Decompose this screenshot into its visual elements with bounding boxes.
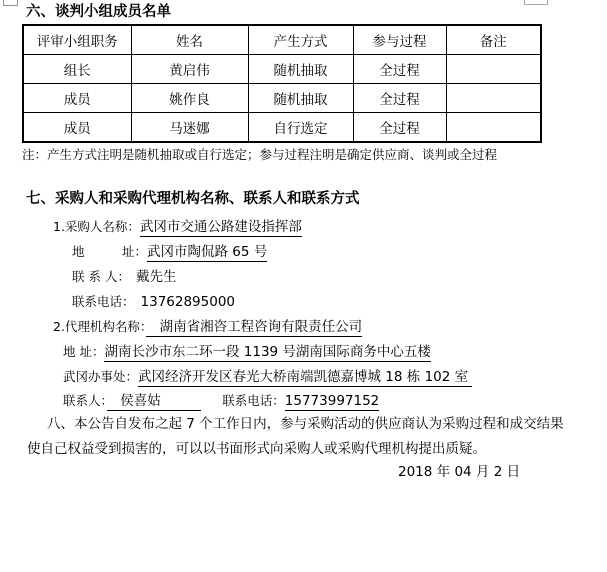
agency-phone-value: 15773997152 — [284, 393, 380, 409]
table-cell: 自行选定 — [248, 113, 353, 143]
table-cell: 全过程 — [353, 55, 446, 84]
table-cell: 黄启伟 — [131, 55, 248, 84]
purchaser-address-line — [72, 243, 267, 261]
table-cell: 全过程 — [353, 113, 446, 143]
section-seven-title: 七、采购人和采购代理机构名称、联系人和联系方式 — [26, 191, 360, 207]
agency-address-value: 湖南长沙市东二环一段 1139 号湖南国际商务中心五楼 — [104, 344, 431, 360]
agency-name-line — [53, 318, 362, 336]
table-cell — [446, 84, 541, 113]
purchaser-address-label: 地 址： — [72, 244, 148, 259]
agency-contact-line — [63, 392, 379, 410]
purchaser-name-line — [53, 218, 302, 236]
table-row — [23, 113, 541, 143]
table-cell: 姚作良 — [131, 84, 248, 113]
table-row — [23, 55, 541, 84]
members-table — [22, 24, 542, 143]
purchaser-address-value: 武冈市陶侃路 65 号 — [147, 244, 268, 260]
page-edge-artifact-right — [524, 0, 548, 5]
agency-address-label: 地 址： — [63, 344, 105, 359]
purchaser-contact-label: 联 系 人： — [72, 269, 130, 284]
table-header-cell: 产生方式 — [248, 25, 353, 55]
table-cell: 全过程 — [353, 84, 446, 113]
agency-office-label: 武冈办事处： — [63, 369, 139, 384]
agency-address-line — [63, 343, 431, 361]
section-eight-paragraph-line1: 八、本公告自发布之起 7 个工作日内，参与采购活动的供应商认为采购过程和成交结果 — [47, 416, 564, 432]
table-cell: 随机抽取 — [248, 55, 353, 84]
table-cell: 组长 — [23, 55, 131, 84]
table-cell: 随机抽取 — [248, 84, 353, 113]
purchaser-contact-line — [72, 268, 176, 286]
agency-contact-value: 侯喜姑 — [106, 393, 202, 409]
table-row — [23, 84, 541, 113]
purchaser-phone-label: 联系电话： — [72, 294, 135, 309]
table-cell — [446, 113, 541, 143]
table-header-cell: 备注 — [446, 25, 541, 55]
agency-name-value: 湖南省湘咨工程咨询有限责任公司 — [146, 319, 363, 335]
table-cell: 马迷娜 — [131, 113, 248, 143]
table-note: 注：产生方式注明是随机抽取或自行选定；参与过程注明是确定供应商、谈判或全过程 — [22, 147, 498, 162]
table-header-cell: 参与过程 — [353, 25, 446, 55]
section-eight-paragraph-line2: 使自己权益受到损害的，可以以书面形式向采购人或采购代理机构提出质疑。 — [27, 441, 486, 457]
table-cell: 成员 — [23, 84, 131, 113]
purchaser-phone-value: 13762895000 — [140, 294, 235, 310]
page-edge-artifact-left — [3, 0, 18, 6]
announcement-date: 2018 年 04 月 2 日 — [398, 464, 521, 480]
table-header-cell: 姓名 — [131, 25, 248, 55]
agency-office-line — [63, 368, 472, 386]
agency-office-value: 武冈经济开发区春光大桥南端凯德嘉博城 18 栋 102 室 — [138, 369, 473, 385]
section-six-title: 六、谈判小组成员名单 — [26, 4, 171, 20]
agency-contact-label: 联系人： — [63, 393, 107, 408]
purchaser-name-value: 武冈市交通公路建设指挥部 — [139, 219, 302, 235]
table-cell: 成员 — [23, 113, 131, 143]
table-header-row — [23, 25, 541, 55]
agency-name-label: 2.代理机构名称： — [53, 319, 147, 334]
purchaser-name-label: 1.采购人名称： — [53, 219, 140, 234]
agency-phone-label: 联系电话： — [222, 393, 285, 408]
table-header-cell: 评审小组职务 — [23, 25, 131, 55]
table-cell — [446, 55, 541, 84]
purchaser-contact-value: 戴先生 — [135, 269, 177, 285]
purchaser-phone-line — [72, 293, 235, 311]
